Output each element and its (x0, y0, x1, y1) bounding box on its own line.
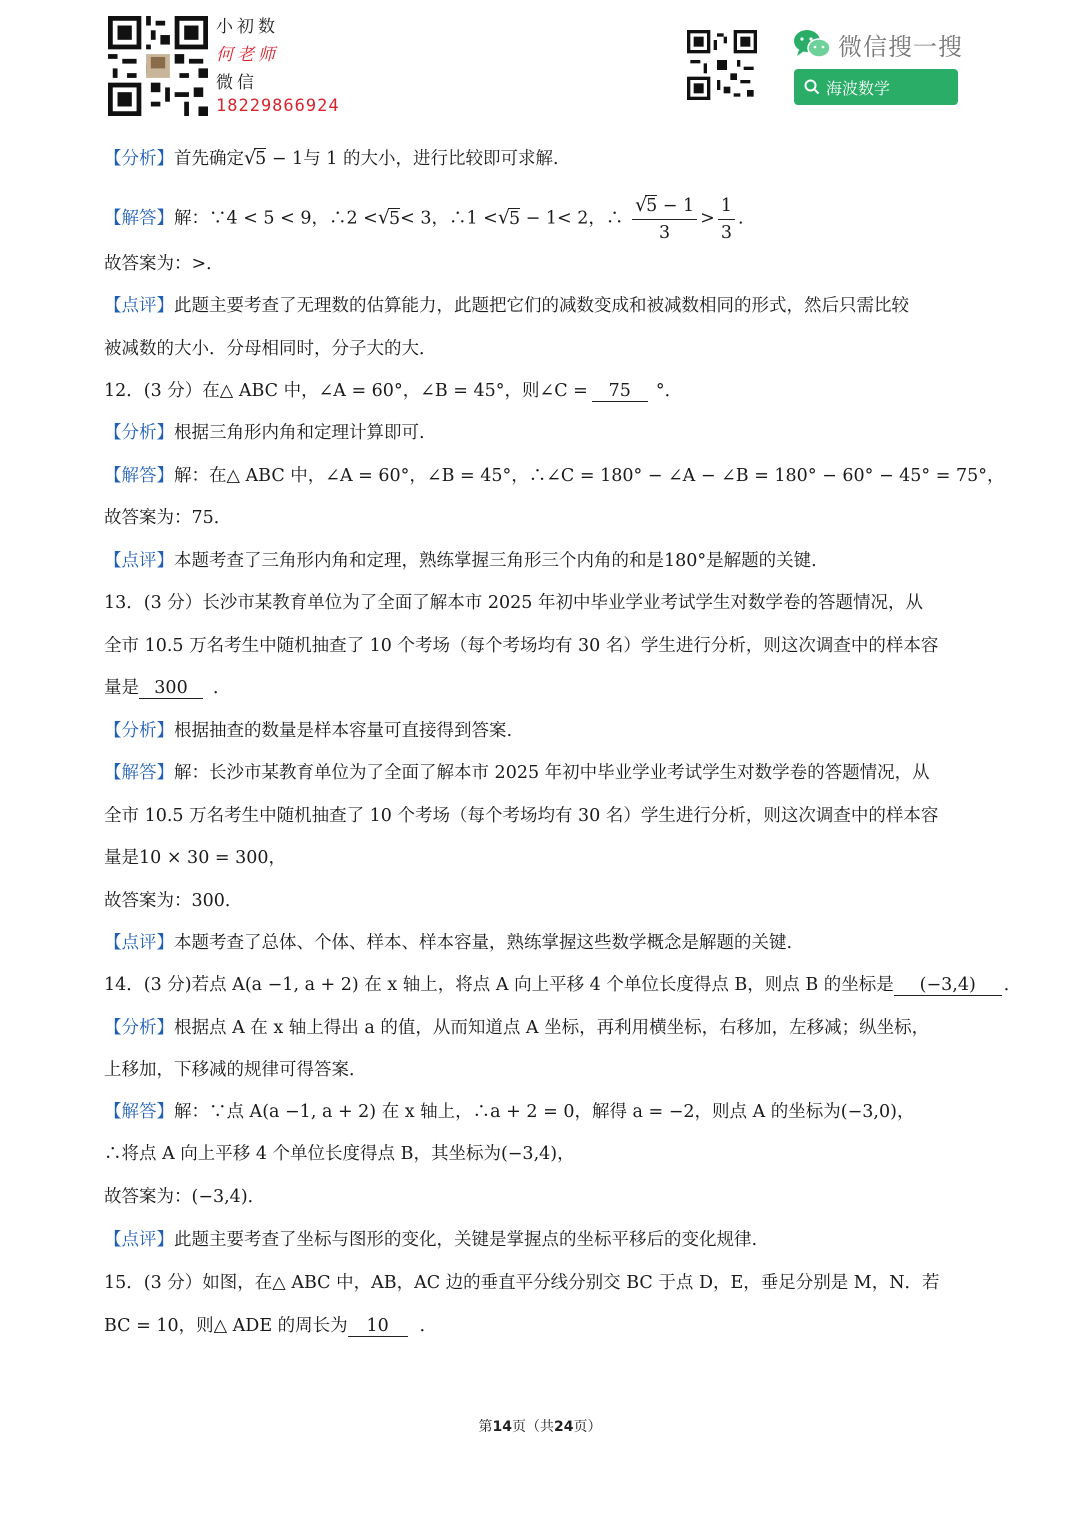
q11-analysis: 【分析】首先确定√5 − 1与 1 的大小，进行比较即可求解. (104, 147, 559, 169)
contact-qr-code (108, 16, 208, 116)
analysis-tag: 【分析】 (104, 423, 174, 443)
page-total: 24 (554, 1419, 574, 1435)
analysis-tag: 【分析】 (104, 149, 174, 169)
analysis-tag: 【分析】 (104, 721, 174, 741)
q13-analysis: 【分析】根据抽查的数量是样本容量可直接得到答案. (104, 721, 513, 741)
q13-final-answer: 故答案为：300． (104, 891, 243, 911)
review-tag: 【点评】 (104, 551, 174, 571)
wechat-search-query: 海波数学 (826, 78, 891, 98)
q14-analysis-cont: 上移加，下移减的规律可得答案． (104, 1060, 367, 1080)
wechat-search-title: 微信搜一搜 (838, 33, 963, 61)
page-footer: 第14页（共24页） (478, 1419, 602, 1435)
q14-analysis: 【分析】根据点 A 在 x 轴上得出 a 的值，从而知道点 A 坐标，再利用横坐标，右移加，左移减；纵坐标， (104, 1018, 930, 1038)
contact-line-1: 小初数 (216, 17, 279, 37)
fraction-sqrt5-minus1-over-3: $\frac{√5 - 1}{3}$ (632, 194, 697, 244)
review-tag: 【点评】 (104, 933, 174, 953)
fraction-1-over-3: $\frac{1}{3}$ (718, 195, 735, 244)
q11-review-cont: 被减数的大小．分母相同时，分子大的大． (104, 339, 437, 359)
q13-review: 【点评】本题考查了总体、个体、样本、样本容量，熟练掌握这些数学概念是解题的关键. (104, 933, 793, 953)
page-number: 14 (492, 1419, 512, 1435)
answer-tag: 【解答】 (104, 763, 174, 783)
wechat-qr-code (687, 30, 757, 100)
q11-review: 【点评】此题主要考查了无理数的估算能力，此题把它们的减数变成和被减数相同的形式，然后只需比较 (104, 296, 909, 316)
contact-line-2: 何老师 (216, 45, 279, 65)
q12-answer: 【解答】解：在△ ABC 中，∠A = 60°，∠B = 45°，∴∠C = 180° − ∠A − ∠B = 180° − 60° − 45° = 75°， (104, 466, 1005, 486)
wechat-search-box[interactable] (794, 69, 958, 105)
q13-answer-line2: 全市 10.5 万名考生中随机抽查了 10 个考场（每个考场均有 30 名）学生进行分析，则这次调查中的样本容 (104, 806, 939, 826)
q14-stem: 14．(3 分)若点 A(a −1, a + 2) 在 x 轴上，将点 A 向上平移 4 个单位长度得点 B，则点 B 的坐标是 (−3,4) ． (104, 975, 1022, 995)
q14-answer: 【解答】解：∵点 A(a −1, a + 2) 在 x 轴上，∴a + 2 = 0，解得 a = −2，则点 A 的坐标为(−3,0)， (104, 1102, 915, 1122)
q11-answer: 【解答】解：∵4 < 5 < 9，∴2 <√5< 3，∴1 <√5 − 1< 2，∴ $\frac{√5 - 1}{3}$ > $\frac{1}{3}$ . (104, 194, 744, 243)
q13-answer: 【解答】解：长沙市某教育单位为了全面了解本市 2025 年初中毕业学业考试学生对数学卷的答题情况，从 (104, 763, 930, 783)
q15-stem-line1: 15．(3 分）如图，在△ ABC 中，AB，AC 边的垂直平分线分别交 BC 于点 D，E，垂足分别是 M，N．若 (104, 1273, 940, 1293)
q12-answer-blank: 75 (592, 381, 648, 402)
q15-answer-blank: 10 (348, 1316, 408, 1337)
answer-tag: 【解答】 (104, 208, 174, 229)
q13-stem-line2: 全市 10.5 万名考生中随机抽查了 10 个考场（每个考场均有 30 名）学生进行分析，则这次调查中的样本容 (104, 636, 939, 656)
q14-final-answer: 故答案为：(−3,4)． (104, 1187, 266, 1207)
q12-analysis: 【分析】根据三角形内角和定理计算即可. (104, 423, 425, 443)
answer-tag: 【解答】 (104, 466, 174, 486)
contact-phone: 18229866924 (216, 96, 340, 116)
q14-answer-blank: (−3,4) (894, 975, 1002, 996)
q14-review: 【点评】此题主要考查了坐标与图形的变化，关键是掌握点的坐标平移后的变化规律. (104, 1230, 758, 1250)
review-tag: 【点评】 (104, 296, 174, 316)
analysis-tag: 【分析】 (104, 1018, 174, 1038)
search-icon (804, 79, 820, 95)
q13-stem-line3: 量是 300 ． (104, 678, 231, 698)
q13-stem-line1: 13．(3 分）长沙市某教育单位为了全面了解本市 2025 年初中毕业学业考试学生对数学卷的答题情况，从 (104, 593, 923, 613)
q11-final-answer: 故答案为：>． (104, 254, 224, 274)
wechat-logo-icon (792, 28, 832, 60)
q12-final-answer: 故答案为：75． (104, 508, 232, 528)
q13-answer-blank: 300 (139, 678, 203, 699)
q13-answer-line3: 量是10 × 30 = 300， (104, 848, 287, 868)
q15-stem-line2: BC = 10，则△ ADE 的周长为 10 ． (104, 1316, 438, 1336)
q12-stem: 12．(3 分）在△ ABC 中，∠A = 60°，∠B = 45°，则∠C = 75 °． (104, 381, 683, 401)
contact-line-3: 微信 (216, 73, 258, 93)
review-tag: 【点评】 (104, 1230, 174, 1250)
q14-answer-line2: ∴将点 A 向上平移 4 个单位长度得点 B，其坐标为(−3,4)， (104, 1144, 575, 1164)
q12-review: 【点评】本题考查了三角形内角和定理，熟练掌握三角形三个内角的和是180°是解题的关键. (104, 551, 817, 571)
answer-tag: 【解答】 (104, 1102, 174, 1122)
